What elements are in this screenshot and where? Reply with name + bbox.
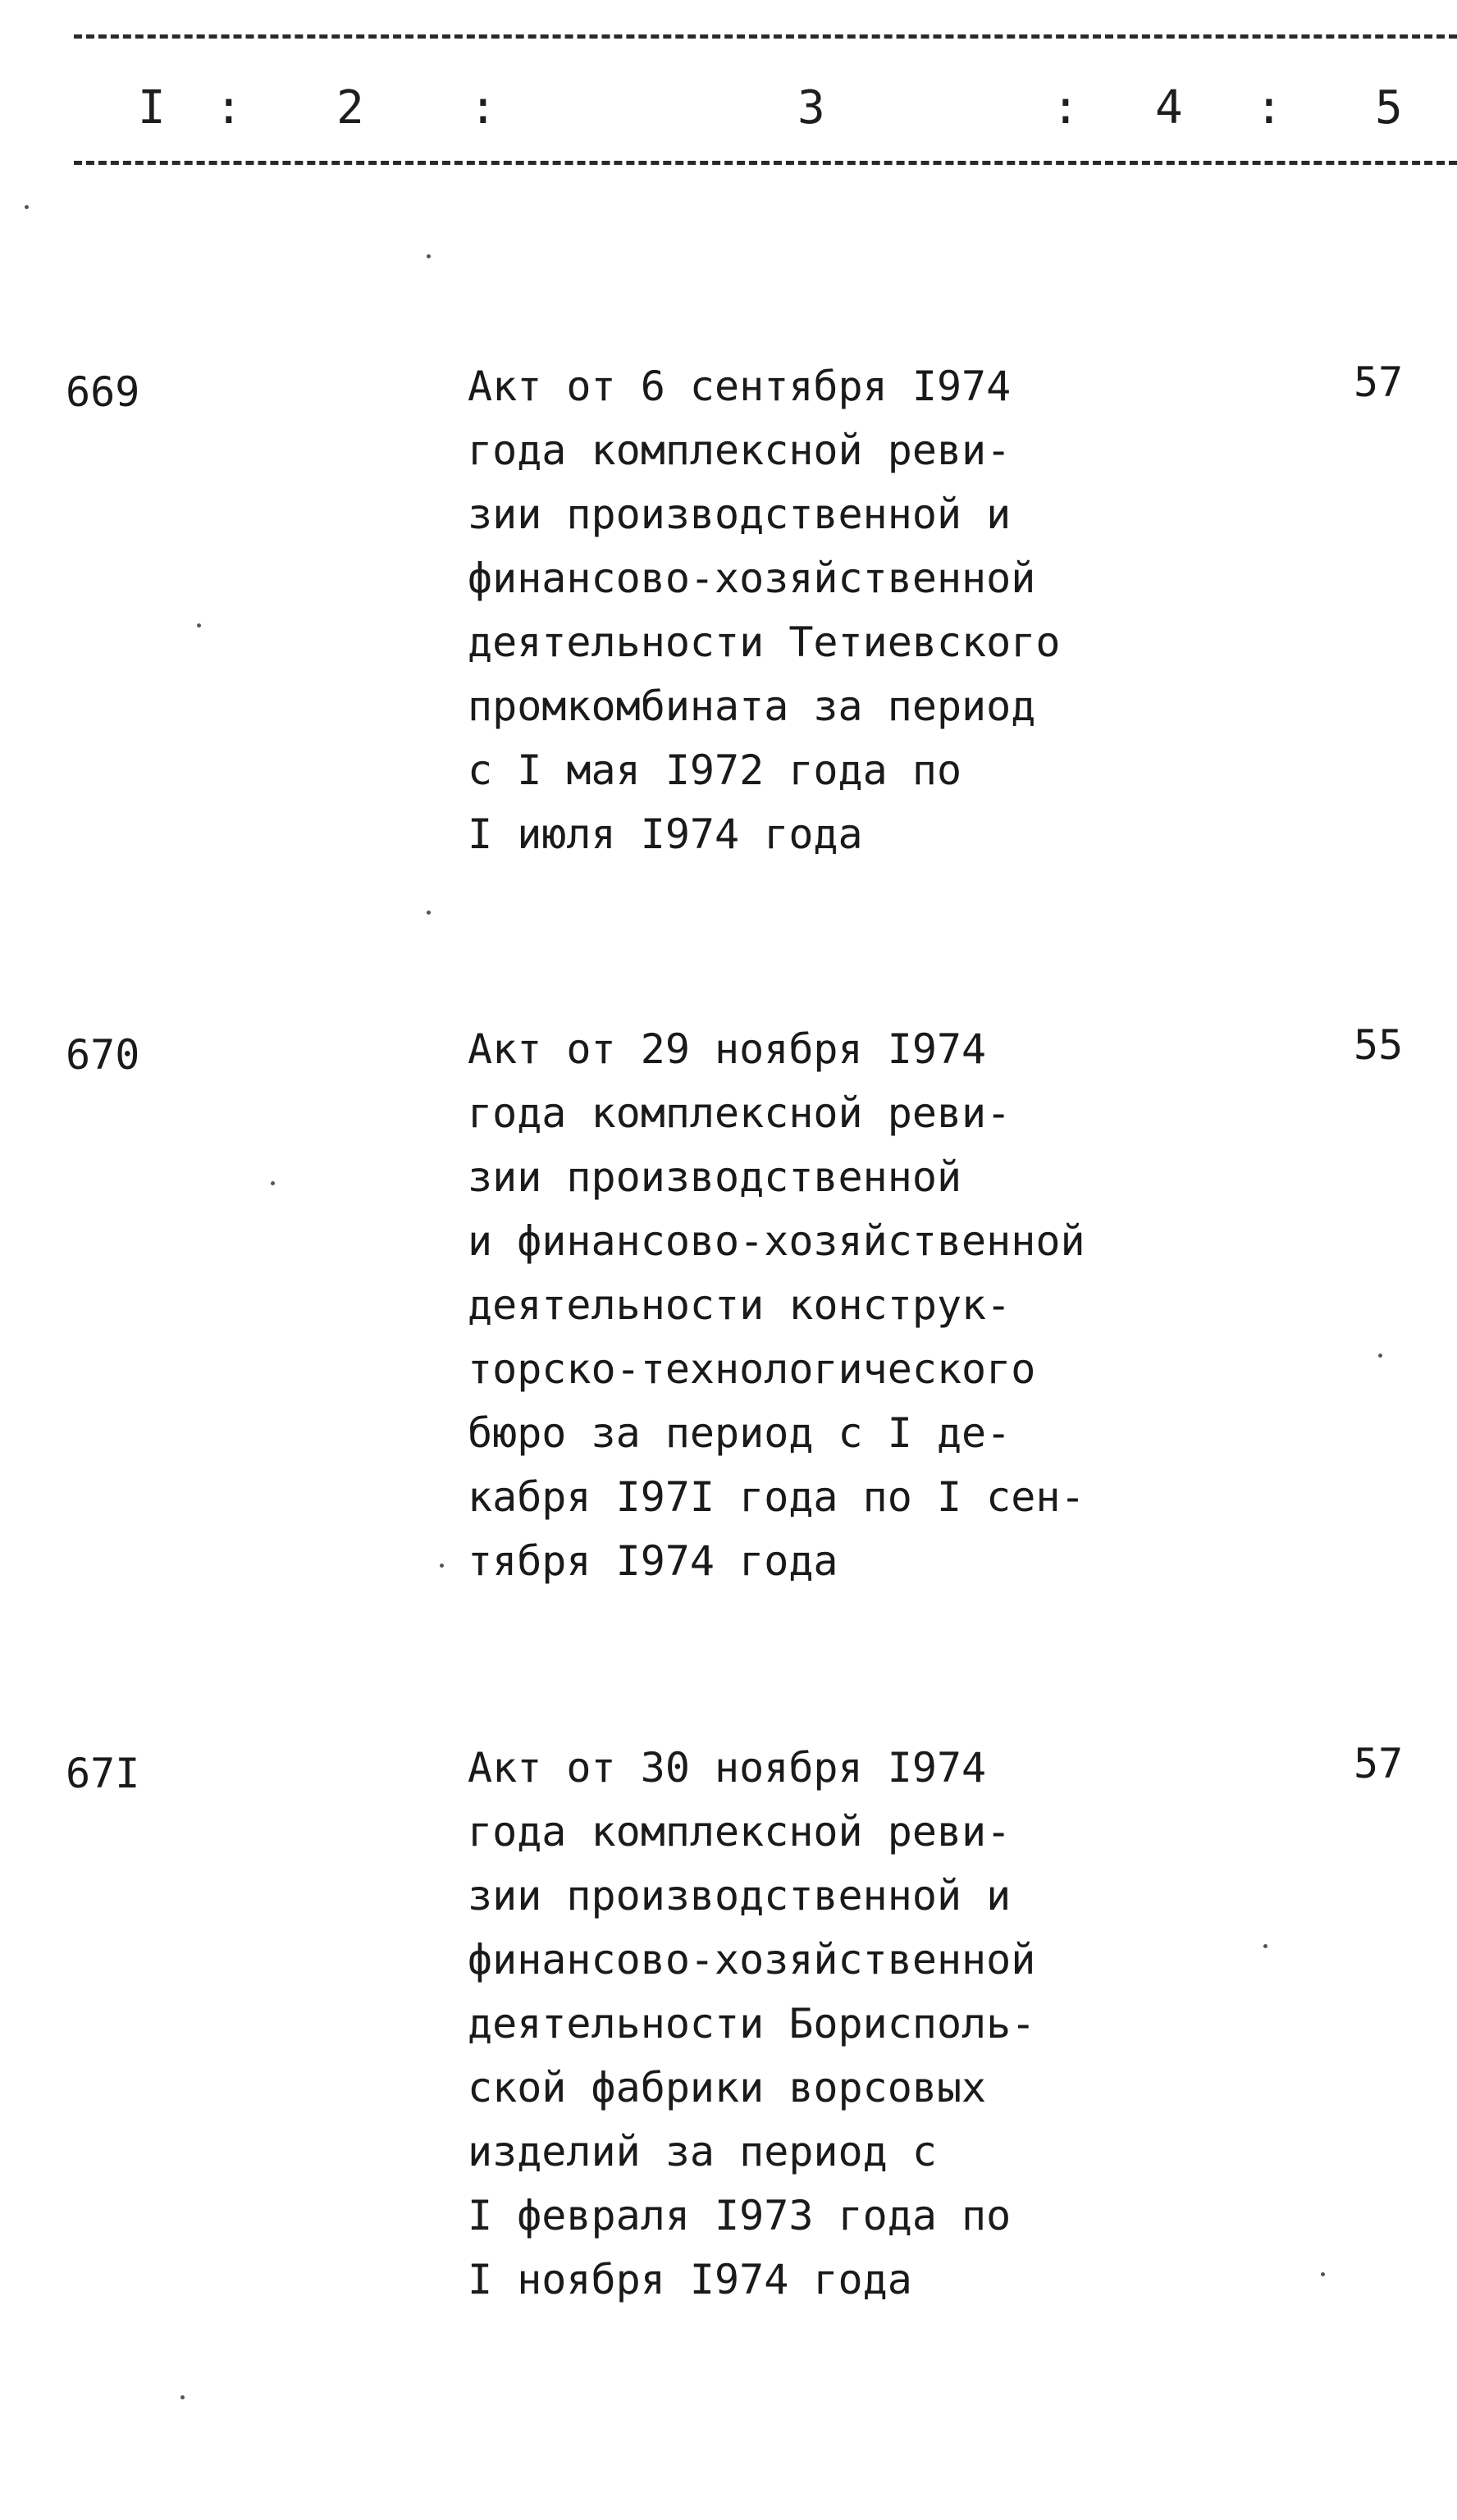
description-line: ской фабрики ворсовых: [468, 2064, 987, 2111]
entry-number: 669: [66, 368, 140, 416]
column-separator-1: :: [215, 81, 243, 135]
scan-speck: [427, 254, 431, 258]
description-line: Акт от 6 сентября I974: [468, 363, 1012, 410]
column-header-4: 4: [1155, 81, 1183, 135]
entry-number: 67I: [66, 1750, 140, 1797]
header-top-rule: [74, 34, 1457, 39]
scan-speck: [1378, 1354, 1382, 1358]
scan-speck: [440, 1564, 444, 1568]
column-header-2: 2: [336, 81, 364, 135]
description-line: деятельности конструк-: [468, 1281, 1012, 1329]
description-line: финансово-хозяйственной: [468, 555, 1036, 602]
column-header-3: 3: [797, 81, 825, 135]
description-line: года комплексной реви-: [468, 427, 1012, 474]
description-line: промкомбината за период: [468, 682, 1036, 730]
scan-speck: [427, 911, 431, 915]
scan-speck: [1263, 1944, 1267, 1948]
description-line: деятельности Борисполь-: [468, 2000, 1036, 2048]
description-line: года комплексной реви-: [468, 1808, 1012, 1856]
description-line: изделий за период с: [468, 2128, 937, 2175]
entry-sheet-count: 55: [1354, 1021, 1404, 1069]
column-header-1: I: [138, 81, 166, 135]
scan-speck: [25, 205, 29, 209]
entry-description: [468, 1736, 1173, 2312]
description-line: зии производственной: [468, 1153, 962, 1201]
header-bottom-rule: [74, 161, 1457, 165]
description-line: I июля I974 года: [468, 810, 863, 858]
scan-speck: [197, 623, 201, 628]
column-separator-4: :: [1255, 81, 1283, 135]
description-line: деятельности Тетиевского: [468, 619, 1061, 666]
description-line: торско-технологического: [468, 1345, 1036, 1393]
description-line: с I мая I972 года по: [468, 746, 962, 794]
column-header-5: 5: [1375, 81, 1403, 135]
scan-speck: [271, 1181, 275, 1185]
description-line: зии производственной и: [468, 1872, 1012, 1920]
column-separator-3: :: [1052, 81, 1080, 135]
scan-speck: [180, 2395, 185, 2399]
description-line: кабря I97I года по I сен-: [468, 1473, 1085, 1521]
column-separator-2: :: [469, 81, 497, 135]
entry-description: [468, 1017, 1173, 1593]
description-line: Акт от 29 ноября I974: [468, 1025, 987, 1073]
scan-speck: [1321, 2272, 1325, 2276]
description-line: I ноября I974 года: [468, 2256, 912, 2303]
description-line: и финансово-хозяйственной: [468, 1217, 1085, 1265]
entry-sheet-count: 57: [1354, 358, 1404, 406]
entry-sheet-count: 57: [1354, 1740, 1404, 1787]
entry-number: 670: [66, 1031, 140, 1079]
entry-description: [468, 354, 1173, 866]
description-line: финансово-хозяйственной: [468, 1936, 1036, 1984]
description-line: I февраля I973 года по: [468, 2192, 1012, 2239]
description-line: тября I974 года: [468, 1537, 838, 1585]
description-line: Акт от 30 ноября I974: [468, 1744, 987, 1792]
description-line: года комплексной реви-: [468, 1089, 1012, 1137]
description-line: бюро за период с I де-: [468, 1409, 1012, 1457]
description-line: зии производственной и: [468, 491, 1012, 538]
